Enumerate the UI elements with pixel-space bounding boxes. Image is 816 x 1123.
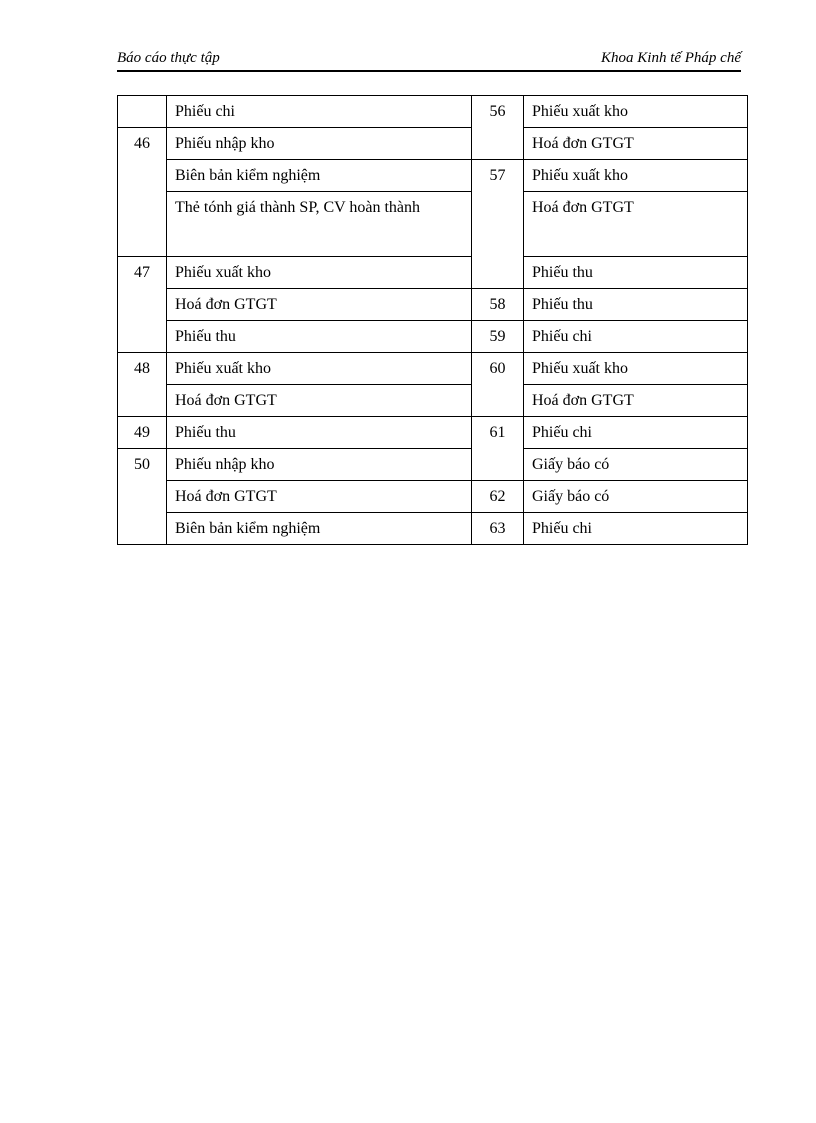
number-cell: 50 xyxy=(118,449,167,545)
document-cell: Phiếu chi xyxy=(524,321,748,353)
document-cell: Phiếu thu xyxy=(524,257,748,289)
document-cell: Phiếu chi xyxy=(167,96,472,128)
document-cell: Hoá đơn GTGT xyxy=(167,385,472,417)
table-row xyxy=(118,385,748,417)
page-header xyxy=(117,48,741,72)
document-cell: Hoá đơn GTGT xyxy=(524,128,748,160)
document-cell: Phiếu thu xyxy=(167,321,472,353)
number-cell: 63 xyxy=(472,513,524,545)
document-cell: Giấy báo có xyxy=(524,449,748,481)
table-row xyxy=(118,513,748,545)
number-cell: 58 xyxy=(472,289,524,321)
document-cell: Phiếu xuất kho xyxy=(524,160,748,192)
document-cell: Phiếu nhập kho xyxy=(167,128,472,160)
document-cell: Phiếu xuất kho xyxy=(524,96,748,128)
table-row xyxy=(118,481,748,513)
table-row xyxy=(118,128,748,160)
number-cell: 49 xyxy=(118,417,167,449)
number-cell: 60 xyxy=(472,353,524,417)
document-table xyxy=(117,95,748,545)
document-cell: Phiếu xuất kho xyxy=(167,257,472,289)
number-cell: 48 xyxy=(118,353,167,417)
table-row xyxy=(118,160,748,192)
table-row xyxy=(118,289,748,321)
document-cell: Phiếu chi xyxy=(524,513,748,545)
number-cell: 47 xyxy=(118,257,167,353)
number-cell: 57 xyxy=(472,160,524,289)
header-left-title: Báo cáo thực tập xyxy=(117,50,220,66)
document-cell: Phiếu chi xyxy=(524,417,748,449)
table-row xyxy=(118,192,748,257)
document-cell: Biên bản kiểm nghiệm xyxy=(167,513,472,545)
table-row xyxy=(118,353,748,385)
document-cell: Hoá đơn GTGT xyxy=(167,481,472,513)
number-cell: 61 xyxy=(472,417,524,481)
document-cell: Hoá đơn GTGT xyxy=(524,385,748,417)
table-row xyxy=(118,417,748,449)
document-cell: Giấy báo có xyxy=(524,481,748,513)
table-row xyxy=(118,321,748,353)
document-cell: Phiếu thu xyxy=(524,289,748,321)
number-cell: 62 xyxy=(472,481,524,513)
document-cell: Thẻ tónh giá thành SP, CV hoàn thành xyxy=(167,192,472,257)
number-cell xyxy=(118,96,167,128)
number-cell: 59 xyxy=(472,321,524,353)
document-cell: Phiếu xuất kho xyxy=(524,353,748,385)
document-cell: Phiếu xuất kho xyxy=(167,353,472,385)
header-right-title: Khoa Kinh tế Pháp chế xyxy=(601,50,741,66)
document-cell: Hoá đơn GTGT xyxy=(524,192,748,257)
number-cell: 46 xyxy=(118,128,167,257)
table-row xyxy=(118,96,748,128)
document-cell: Biên bản kiểm nghiệm xyxy=(167,160,472,192)
document-cell: Hoá đơn GTGT xyxy=(167,289,472,321)
document-cell: Phiếu thu xyxy=(167,417,472,449)
document-cell: Phiếu nhập kho xyxy=(167,449,472,481)
number-cell: 56 xyxy=(472,96,524,160)
table-row xyxy=(118,449,748,481)
table-row xyxy=(118,257,748,289)
